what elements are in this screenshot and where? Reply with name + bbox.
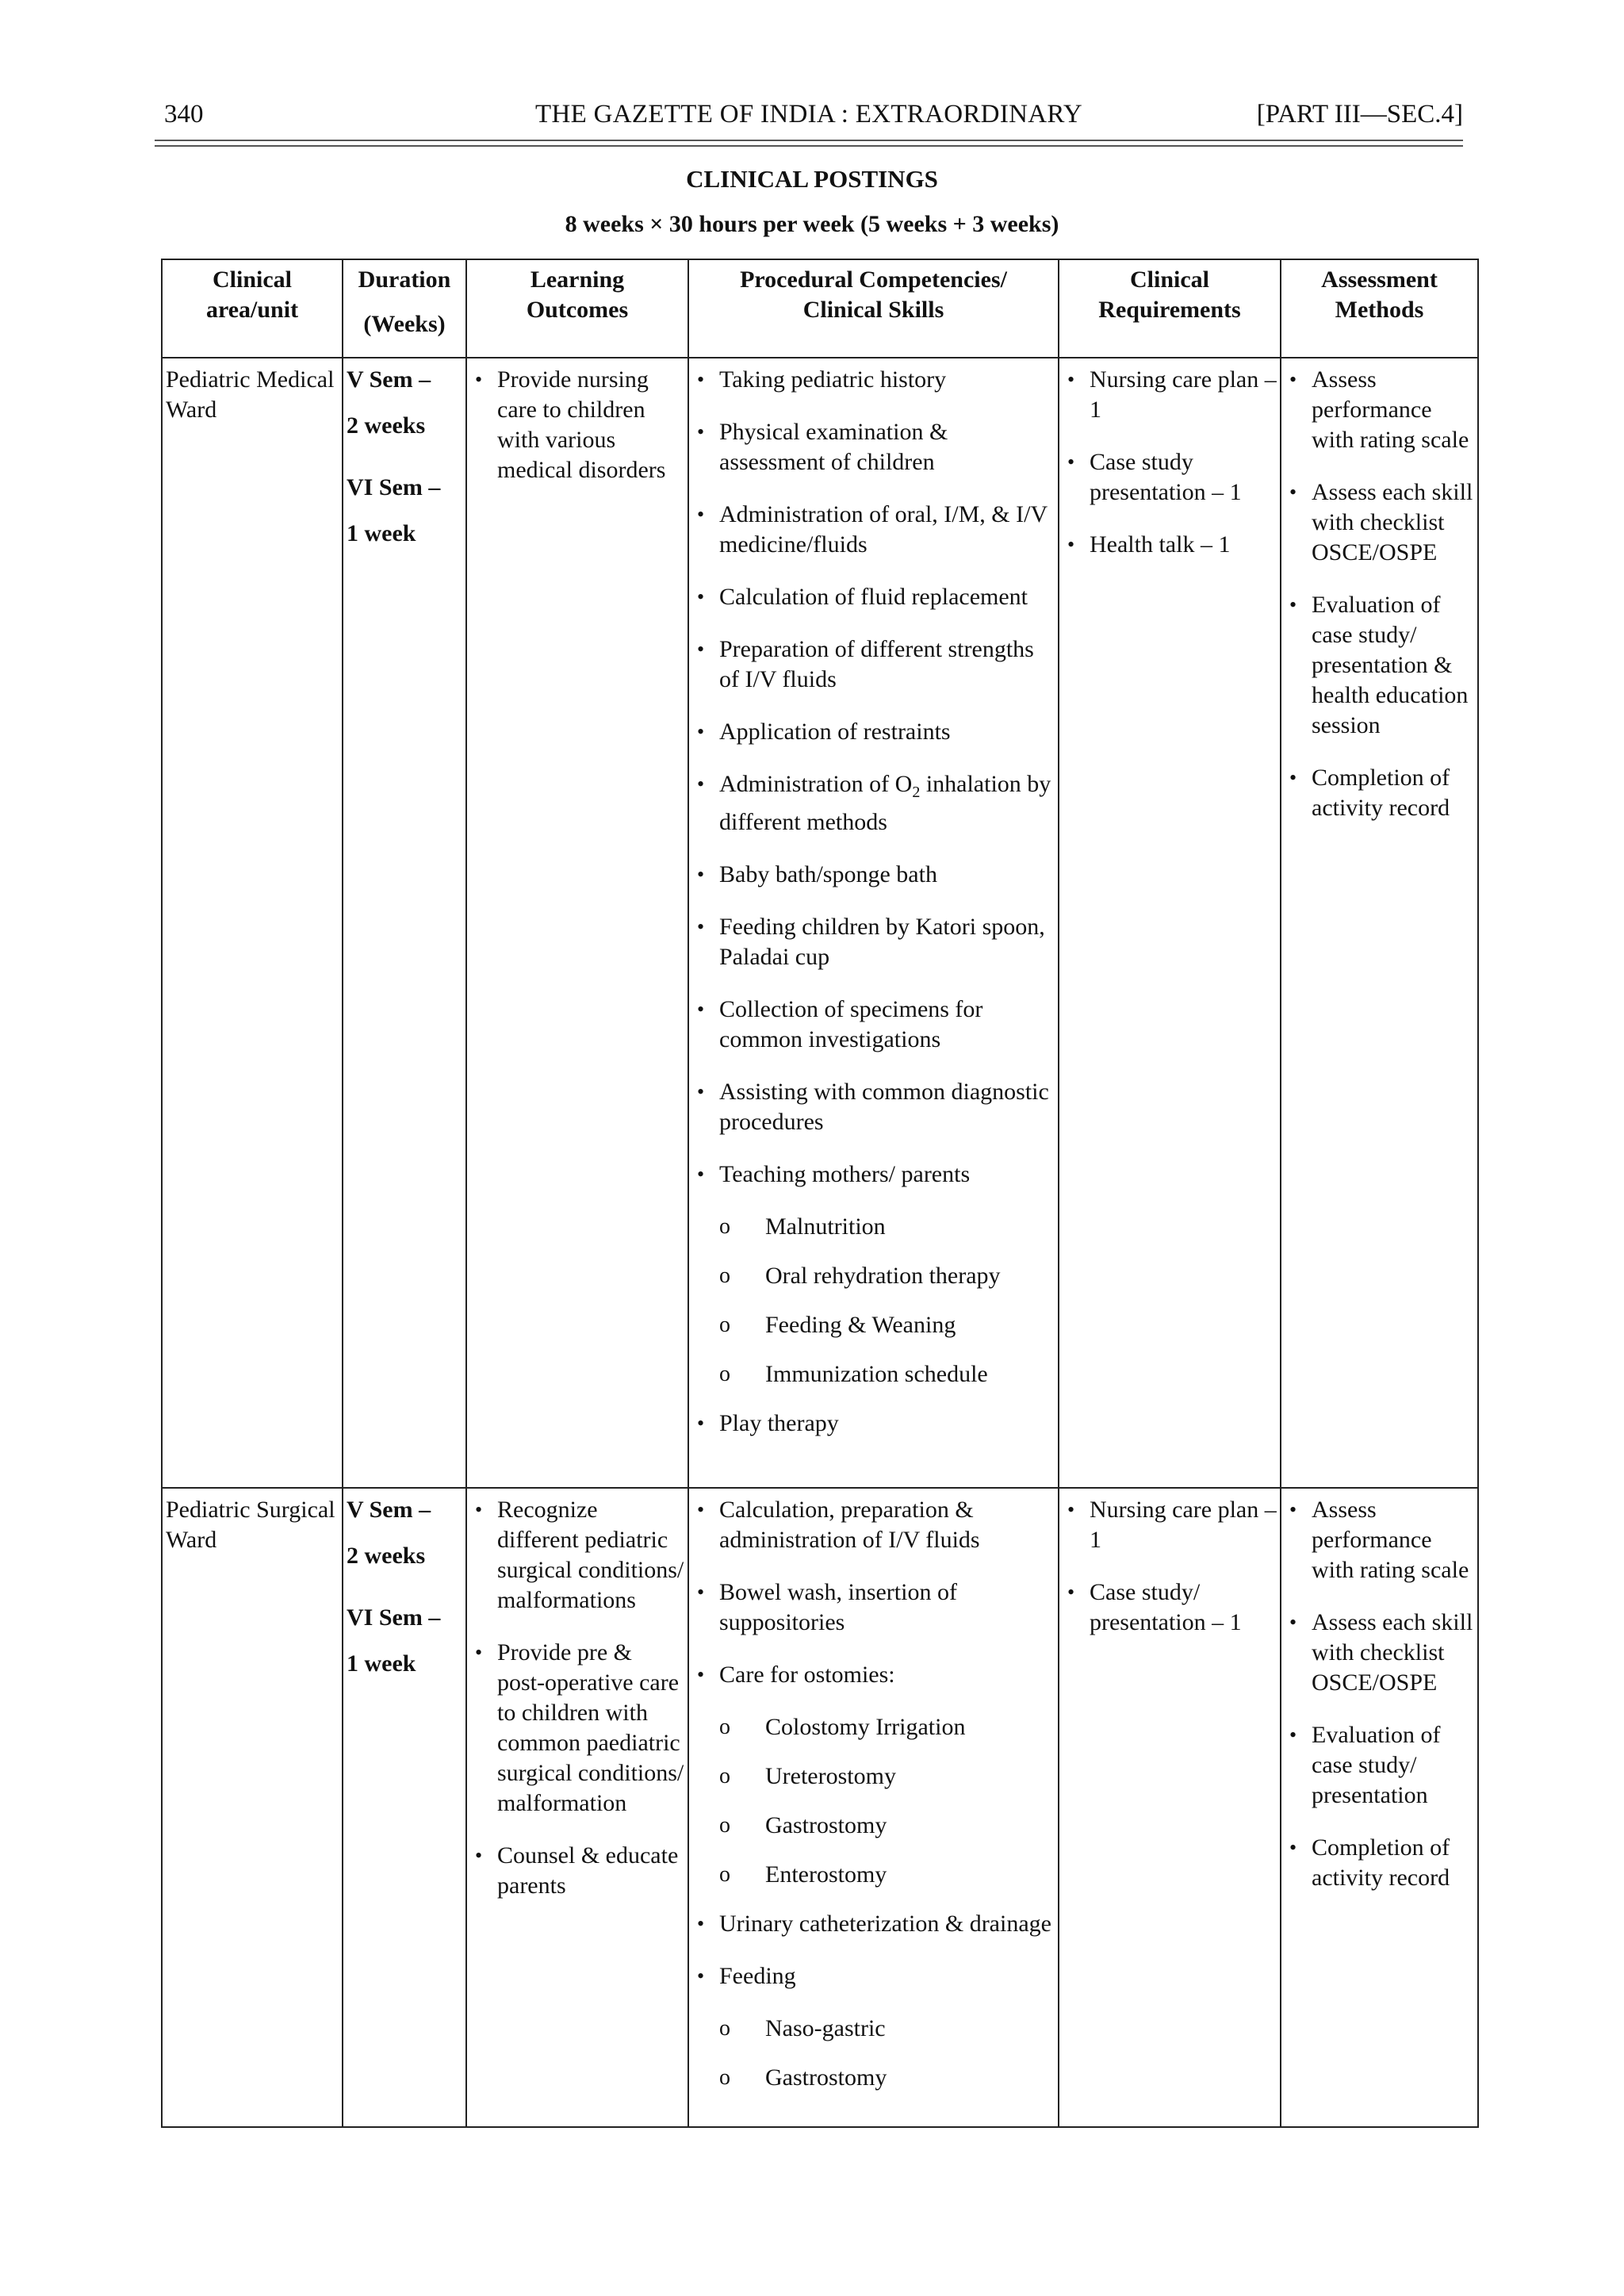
circle-bullet-icon: o <box>719 1813 730 1838</box>
list-item: • Case study/ presentation – 1 <box>1067 1579 1242 1635</box>
cell-clinical-requirements <box>1059 1488 1281 2127</box>
list-item: • Assess each skill with checklist OSCE/OSPE <box>1289 479 1473 565</box>
list-item: • Application of restraints <box>692 717 1055 747</box>
list-item: • Counsel & educate parents <box>475 1842 679 1899</box>
bullet-icon: • <box>697 915 705 938</box>
circle-bullet-icon: o <box>719 1862 730 1887</box>
list-item: • Provide nursing care to children with various medical disorders <box>475 366 666 483</box>
sub-list-item: o Enterostomy <box>692 1860 1055 1890</box>
table-row <box>162 1488 1478 2127</box>
list-item: • Urinary catheterization & drainage <box>692 1909 1055 1939</box>
bullet-icon: • <box>697 503 705 526</box>
sub-list-item: o Ureterostomy <box>692 1761 1055 1792</box>
bullet-icon: • <box>1289 766 1297 789</box>
sub-list-item: o Oral rehydration therapy <box>692 1261 1055 1291</box>
gazette-title: THE GAZETTE OF INDIA : EXTRAORDINARY <box>535 100 1082 128</box>
col-header-assessment-methods: Assessment Methods <box>1281 259 1478 358</box>
list-item: • Feeding <box>692 1961 1055 1991</box>
circle-bullet-icon: o <box>719 1214 730 1239</box>
bullet-icon: • <box>475 1844 483 1867</box>
bullet-icon: • <box>1289 368 1297 391</box>
bullet-icon: • <box>697 1964 705 1987</box>
circle-bullet-icon: o <box>719 1764 730 1788</box>
cell-duration: V Sem – 2 weeks VI Sem – 1 week <box>343 1488 466 2127</box>
sub-list-item: o Gastrostomy <box>692 2063 1055 2093</box>
list-item: • Nursing care plan – 1 <box>1067 366 1277 423</box>
list-item: • Assess performance with rating scale <box>1289 1497 1469 1583</box>
list-item: • Calculation, preparation & administration of I/V fluids <box>697 1497 980 1553</box>
list-item: • Administration of oral, I/M, & I/V medicine/fluids <box>697 501 1048 558</box>
part-label: [PART III—SEC.4] <box>1256 100 1463 128</box>
col-header-duration: Duration (Weeks) <box>343 259 466 358</box>
list-item: • Evaluation of case study/ presentation <box>1289 1722 1441 1808</box>
cell-procedural-skills <box>688 1488 1059 2127</box>
list-item: • Nursing care plan – 1 <box>1067 1497 1277 1553</box>
list-item: • Feeding children by Katori spoon, Paladai cup <box>697 914 1045 970</box>
col-header-clinical-area: Clinical area/unit <box>162 259 343 358</box>
list-item: • Health talk – 1 <box>1063 530 1277 560</box>
list-item: • Evaluation of case study/ presentation & health education session <box>1289 592 1469 738</box>
bullet-icon: • <box>1067 1581 1075 1604</box>
col-header-learning-outcomes: Learning Outcomes <box>466 259 688 358</box>
list-item: • Teaching mothers/ parents <box>692 1159 1055 1190</box>
list-item: • Assess each skill with checklist OSCE/OSPE <box>1289 1609 1473 1696</box>
bullet-icon: • <box>697 1581 705 1604</box>
circle-bullet-icon: o <box>719 1362 730 1386</box>
bullet-icon: • <box>475 368 483 391</box>
cell-learning-outcomes <box>466 1488 688 2127</box>
list-item: • Completion of activity record <box>1289 1834 1450 1891</box>
list-item: • Administration of $O_2$ inhalation by different methods <box>697 771 1051 835</box>
col-header-clinical-requirements: Clinical Requirements <box>1059 259 1281 358</box>
list-item: • Collection of specimens for common investigations <box>697 996 983 1052</box>
bullet-icon: • <box>697 863 705 886</box>
bullet-icon: • <box>697 1498 705 1521</box>
bullet-icon: • <box>1289 1836 1297 1859</box>
clinical-postings-table <box>161 259 1479 2128</box>
bullet-icon: • <box>697 1912 705 1935</box>
sub-list-item: o Gastrostomy <box>692 1811 1055 1841</box>
list-item: • Care for ostomies: <box>692 1660 1055 1690</box>
list-item: • Completion of activity record <box>1289 765 1450 821</box>
circle-bullet-icon: o <box>719 2065 730 2090</box>
bullet-icon: • <box>697 585 705 608</box>
bullet-icon: • <box>1289 593 1297 616</box>
list-item: • Taking pediatric history <box>692 365 1055 395</box>
bullet-icon: • <box>697 772 705 795</box>
list-item: • Recognize different pediatric surgical conditions/ malformations <box>475 1497 684 1613</box>
section-title: CLINICAL POSTINGS <box>686 165 938 193</box>
bullet-icon: • <box>1067 1498 1075 1521</box>
page-header <box>155 95 1463 140</box>
sub-list-item: o Naso-gastric <box>692 2014 1055 2044</box>
list-item: • Play therapy <box>692 1409 1055 1439</box>
cell-clinical-area: Pediatric Medical Ward <box>162 358 343 1488</box>
bullet-icon: • <box>697 1412 705 1435</box>
bullet-icon: • <box>1289 1723 1297 1746</box>
bullet-icon: • <box>697 420 705 443</box>
subscript: 2 <box>912 784 921 801</box>
bullet-icon: • <box>475 1498 483 1521</box>
sub-list-item: o Immunization schedule <box>692 1359 1055 1389</box>
table-row <box>162 358 1478 1488</box>
circle-bullet-icon: o <box>719 1263 730 1288</box>
sub-list-item: o Feeding & Weaning <box>692 1310 1055 1340</box>
bullet-icon: • <box>1067 533 1075 556</box>
bullet-icon: • <box>697 1163 705 1186</box>
cell-learning-outcomes <box>466 358 688 1488</box>
bullet-icon: • <box>1067 368 1075 391</box>
list-item: • Assess performance with rating scale <box>1289 366 1469 453</box>
bullet-icon: • <box>1067 450 1075 473</box>
col-header-procedural-competencies: Procedural Competencies/ Clinical Skills <box>688 259 1059 358</box>
list-item: • Baby bath/sponge bath <box>692 860 1055 890</box>
table-header-row <box>162 259 1478 358</box>
bullet-icon: • <box>475 1641 483 1664</box>
bullet-icon: • <box>697 998 705 1021</box>
circle-bullet-icon: o <box>719 1313 730 1337</box>
bullet-icon: • <box>1289 481 1297 504</box>
list-item: • Provide pre & post-operative care to children with common paediatric surgical conditions/ malformation <box>475 1639 684 1816</box>
list-item: • Assisting with common diagnostic procedures <box>697 1079 1049 1135</box>
header-rule-bottom <box>155 145 1463 147</box>
sub-list-item: o Malnutrition <box>692 1212 1055 1242</box>
cell-duration: V Sem – 2 weeks VI Sem – 1 week <box>343 358 466 1488</box>
cell-clinical-area: Pediatric Surgical Ward <box>162 1488 343 2127</box>
list-item: • Calculation of fluid replacement <box>692 582 1055 612</box>
list-item: • Case study presentation – 1 <box>1067 449 1242 505</box>
list-item: • Physical examination & assessment of children <box>697 419 948 475</box>
bullet-icon: • <box>697 368 705 391</box>
sub-list-item: o Colostomy Irrigation <box>692 1712 1055 1742</box>
bullet-icon: • <box>1289 1498 1297 1521</box>
bullet-icon: • <box>697 720 705 743</box>
cell-procedural-skills <box>688 358 1059 1488</box>
header-rule-top <box>155 140 1463 141</box>
list-item: • Bowel wash, insertion of suppositories <box>697 1579 957 1635</box>
bullet-icon: • <box>697 1663 705 1686</box>
section-subtitle: 8 weeks × 30 hours per week (5 weeks + 3 weeks) <box>565 211 1059 237</box>
cell-assessment-methods <box>1281 358 1478 1488</box>
circle-bullet-icon: o <box>719 2016 730 2041</box>
bullet-icon: • <box>697 1080 705 1103</box>
bullet-icon: • <box>1289 1611 1297 1634</box>
cell-assessment-methods <box>1281 1488 1478 2127</box>
bullet-icon: • <box>697 638 705 661</box>
circle-bullet-icon: o <box>719 1715 730 1739</box>
page-number: 340 <box>164 100 204 128</box>
list-item: • Preparation of different strengths of I/V fluids <box>697 636 1034 692</box>
cell-clinical-requirements <box>1059 358 1281 1488</box>
